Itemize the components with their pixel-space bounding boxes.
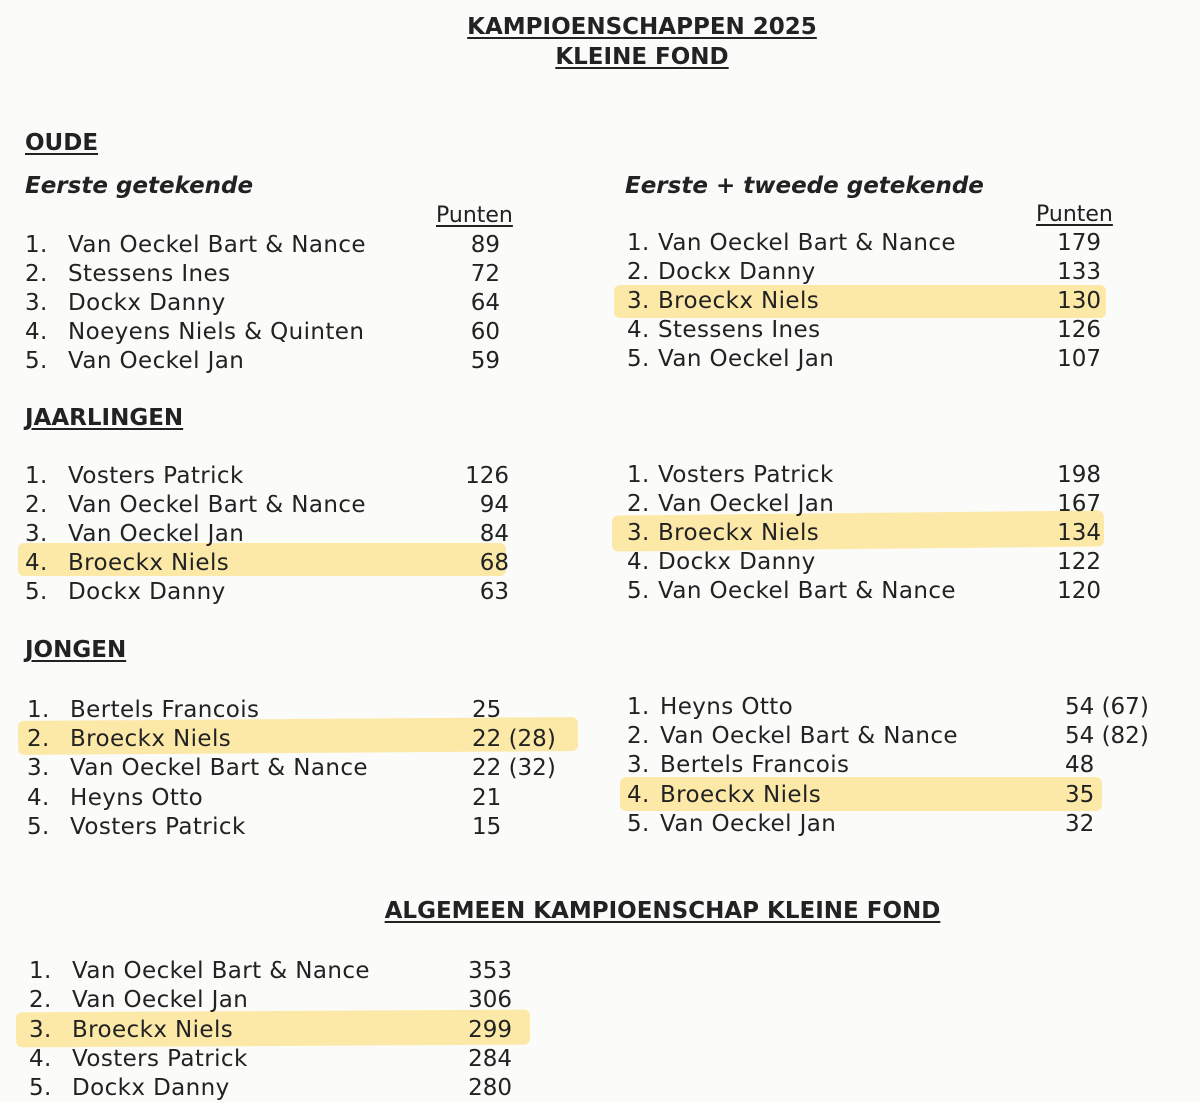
points-value: 89: [470, 232, 500, 258]
points-value: 22 (28): [472, 726, 556, 752]
participant-name: Van Oeckel Bart & Nance: [70, 755, 368, 781]
points-value: 126: [465, 463, 509, 489]
rank-number: 5.: [29, 1075, 52, 1101]
participant-name: Dockx Danny: [658, 549, 816, 575]
participant-name: Broeckx Niels: [72, 1017, 234, 1043]
rank-number: 3.: [29, 1017, 52, 1043]
participant-name: Heyns Otto: [70, 785, 204, 811]
rank-number: 4.: [25, 550, 48, 576]
participant-name: Broeckx Niels: [658, 520, 820, 546]
participant-name: Dockx Danny: [68, 579, 226, 605]
points-value: 133: [1057, 259, 1101, 285]
page-title: KAMPIOENSCHAPPEN 2025: [467, 14, 817, 40]
algemeen-heading: ALGEMEEN KAMPIOENSCHAP KLEINE FOND: [384, 898, 941, 924]
participant-name: Vosters Patrick: [70, 814, 246, 840]
participant-name: Van Oeckel Jan: [68, 348, 245, 374]
rank-number: 3.: [627, 288, 650, 314]
points-value: 15: [472, 814, 502, 840]
participant-name: Van Oeckel Bart & Nance: [68, 232, 366, 258]
participant-name: Stessens Ines: [658, 317, 821, 343]
rank-number: 2.: [627, 491, 650, 517]
rank-number: 3.: [627, 520, 650, 546]
points-value: 353: [468, 958, 512, 984]
points-value: 22 (32): [472, 755, 556, 781]
points-value: 107: [1057, 346, 1101, 372]
points-value: 122: [1057, 549, 1101, 575]
points-value: 280: [468, 1075, 512, 1101]
participant-name: Van Oeckel Bart & Nance: [658, 230, 956, 256]
participant-name: Van Oeckel Bart & Nance: [658, 578, 956, 604]
points-value: 167: [1057, 491, 1101, 517]
rank-number: 1.: [627, 694, 650, 720]
rank-number: 2.: [29, 987, 52, 1013]
participant-name: Noeyens Niels & Quinten: [68, 319, 365, 345]
rank-number: 2.: [627, 723, 650, 749]
rank-number: 4.: [29, 1046, 52, 1072]
rank-number: 4.: [27, 785, 50, 811]
points-value: 126: [1057, 317, 1101, 343]
rank-number: 1.: [627, 230, 650, 256]
points-header-left: Punten: [436, 203, 513, 228]
points-value: 48: [1065, 752, 1095, 778]
points-value: 64: [470, 290, 500, 316]
participant-name: Van Oeckel Jan: [68, 521, 245, 547]
rank-number: 4.: [627, 782, 650, 808]
participant-name: Stessens Ines: [68, 261, 231, 287]
rank-number: 5.: [27, 814, 50, 840]
rank-number: 2.: [627, 259, 650, 285]
rank-number: 2.: [25, 492, 48, 518]
points-value: 54 (67): [1065, 694, 1149, 720]
page-subtitle: KLEINE FOND: [555, 44, 729, 70]
rank-number: 1.: [627, 462, 650, 488]
rank-number: 5.: [25, 579, 48, 605]
rank-number: 3.: [627, 752, 650, 778]
rank-number: 1.: [29, 958, 52, 984]
right-column-heading: Eerste + tweede getekende: [625, 173, 984, 199]
section-heading-jaarlingen: JAARLINGEN: [25, 405, 184, 431]
rank-number: 3.: [25, 290, 48, 316]
points-value: 306: [468, 987, 512, 1013]
points-value: 63: [479, 579, 509, 605]
participant-name: Bertels Francois: [660, 752, 850, 778]
participant-name: Broeckx Niels: [68, 550, 230, 576]
participant-name: Van Oeckel Bart & Nance: [72, 958, 370, 984]
points-value: 54 (82): [1065, 723, 1149, 749]
rank-number: 5.: [627, 578, 650, 604]
participant-name: Van Oeckel Jan: [72, 987, 249, 1013]
rank-number: 5.: [627, 811, 650, 837]
points-value: 94: [479, 492, 509, 518]
rank-number: 1.: [25, 463, 48, 489]
points-value: 130: [1057, 288, 1101, 314]
points-value: 299: [468, 1017, 512, 1043]
participant-name: Broeckx Niels: [660, 782, 822, 808]
rank-number: 5.: [627, 346, 650, 372]
rank-number: 4.: [627, 549, 650, 575]
rank-number: 4.: [25, 319, 48, 345]
left-column-heading: Eerste getekende: [25, 173, 254, 199]
rank-number: 4.: [627, 317, 650, 343]
points-value: 179: [1057, 230, 1101, 256]
rank-number: 1.: [25, 232, 48, 258]
rank-number: 5.: [25, 348, 48, 374]
participant-name: Dockx Danny: [68, 290, 226, 316]
points-value: 72: [470, 261, 500, 287]
participant-name: Dockx Danny: [72, 1075, 230, 1101]
participant-name: Broeckx Niels: [658, 288, 820, 314]
participant-name: Van Oeckel Jan: [658, 346, 835, 372]
rank-number: 3.: [25, 521, 48, 547]
rank-number: 2.: [27, 726, 50, 752]
rank-number: 1.: [27, 697, 50, 723]
points-value: 134: [1057, 520, 1101, 546]
participant-name: Van Oeckel Bart & Nance: [68, 492, 366, 518]
points-value: 60: [470, 319, 500, 345]
participant-name: Vosters Patrick: [72, 1046, 248, 1072]
points-value: 68: [479, 550, 509, 576]
participant-name: Van Oeckel Jan: [660, 811, 837, 837]
points-value: 198: [1057, 462, 1101, 488]
participant-name: Van Oeckel Bart & Nance: [660, 723, 958, 749]
participant-name: Broeckx Niels: [70, 726, 232, 752]
rank-number: 3.: [27, 755, 50, 781]
points-value: 25: [472, 697, 502, 723]
points-value: 284: [468, 1046, 512, 1072]
participant-name: Van Oeckel Jan: [658, 491, 835, 517]
points-value: 32: [1065, 811, 1095, 837]
participant-name: Heyns Otto: [660, 694, 794, 720]
participant-name: Bertels Francois: [70, 697, 260, 723]
section-heading-jongen: JONGEN: [25, 637, 127, 663]
participant-name: Vosters Patrick: [658, 462, 834, 488]
participant-name: Vosters Patrick: [68, 463, 244, 489]
points-value: 21: [472, 785, 502, 811]
points-value: 35: [1065, 782, 1095, 808]
points-header-right: Punten: [1036, 202, 1113, 227]
rank-number: 2.: [25, 261, 48, 287]
points-value: 120: [1057, 578, 1101, 604]
participant-name: Dockx Danny: [658, 259, 816, 285]
points-value: 84: [479, 521, 509, 547]
points-value: 59: [470, 348, 500, 374]
section-heading-oude: OUDE: [25, 130, 99, 156]
